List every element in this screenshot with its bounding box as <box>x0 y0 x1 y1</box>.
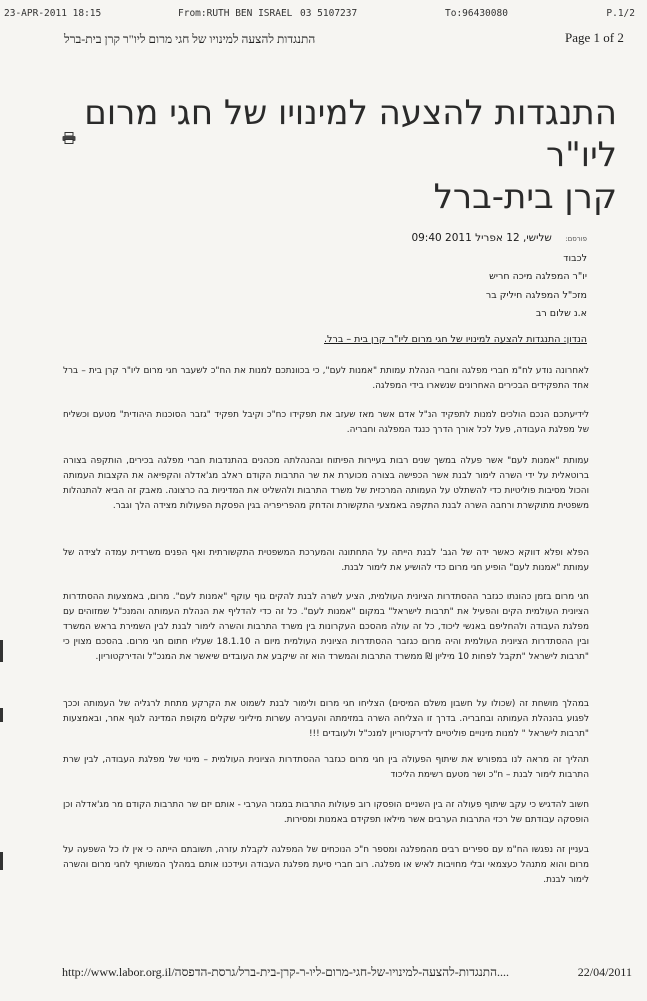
footer-date: 22/04/2011 <box>577 965 632 979</box>
recipients-block <box>287 250 587 323</box>
footer-url: http://www.labor.org.il/התנגדות-להצעה-למינויו-של-חגי-מרום-ליו-ר-קרן-בית-ברל/גרסת-הדפסה.... <box>62 965 509 979</box>
print-header-title: התנגדות להצעה למינויו של חגי מרום ליו"ר קרן בית-ברל <box>64 32 316 46</box>
body-paragraph: עמותת "אמנות לעם" אשר פעלה במשך שנים רבות בעיירות הפיתוח ובהנהלתה מכהנים בהתנדבות חברי מפלגה בכירים, הותקפה בצורה ברוטאלית על ידי השרה לימור לבנת אשר הכפישה בצורה מכוערת את שר התרבות הקודם ראלב מג'אדלה והקפיאה את הקצבות העמותה והכול מסיבות פוליטיות כדי להשתלט על העמותה המרכזית של משרד התרבות ולהשליט את המדיניות בה כרצונה. מאבק זה הביא להתנהלות משפטית מתוקשרת ורחבה השרה לבנת התקפה באמצעי התקשורת והדחק מהפריפריה בגין הפסקת הפעולות מצידה הלך וגבר. <box>63 456 589 511</box>
recipient-line: לכבוד <box>563 253 587 264</box>
recipient-line: יו"ר המפלגה מיכה חריש <box>489 271 587 283</box>
fax-date-time: 23-APR-2011 18:15 <box>4 8 102 19</box>
body-paragraph: הפלא ופלא דווקא כאשר ידה של הגב' לבנת הייתה על התחתונה והמערכת המשפטית התקשורתית ואף הפנים משרדית עמדה לצידה של עמותת "אמנות לעם" הופיע חגי מרום כדי להושיע את לימור לבנת. <box>63 548 589 573</box>
fax-page-number: P.1/2 <box>606 8 635 19</box>
fax-phone: 03 5107237 <box>300 8 358 19</box>
published-date: שלישי, 12 אפריל 2011 09:40 <box>411 232 552 244</box>
fax-from: From:RUTH BEN ISRAEL <box>178 8 293 19</box>
scan-edge-mark <box>0 708 3 722</box>
recipient-line: א.נ שלום רב <box>535 307 587 319</box>
printer-icon[interactable] <box>62 132 76 144</box>
body-paragraph: חשוב להדגיש כי עקב שיתוף פעולה זה בין השניים הופסקו רוב פעולות התרבות במגזר הערבי - אותם יזם שר התרבות הקודם מר מג'אדלה וכן הופסקה עבודתם של רכזי התרבות הערבים אשר מילאו תפקידם באמנות ומסירות. <box>63 800 589 825</box>
body-paragraph: לאחרונה נודע לח"מ חברי מפלגה וחברי הנהלת עמותת "אמנות לעם", כי בכוונתכם למנות את הח"כ לשעבר חגי מרום ליו"ר קרן בית – ברל אחד התפקידים הבכירים האחרונים שנשארו בידי המפלגה. <box>63 366 589 391</box>
letter-subject: הנדון: התנגדות להצעה למינויו של חגי מרום ליו"ר קרן בית – ברל. <box>324 334 587 345</box>
body-paragraph: לידיעתכם הנכם הולכים למנות לתפקיד הנ"ל אדם אשר מאז שעזב את תפקידו כח"כ וקיבל תפקיד "גזבר הסוכנות היהודית" מטעם וכשליח של מפלגת העבודה, פעל לכל אורך הדרך כנגד המפלגה וחבריה. <box>63 410 589 435</box>
headline-line-1: התנגדות להצעה למינויו של חגי מרום ליו"ר <box>84 93 617 175</box>
body-paragraph: בעניין זה נפגשו הח"מ עם ספירים רבים מהמפלגה ומספר ח"כ הנוכחים של המפלגה לקבלת עזרה, תשובתם הייתה כי אין לו כל השפעה על מרום והוא מתנהל כעצמאי ובלי מחויבות לאיש או מפלגה. רוב חברי סיעת מפלגת העבודה ועידכנו אותם במהלך המשותף לחגי מרום והשרה לימור לבנת. <box>63 845 589 885</box>
article-dateline <box>287 232 587 244</box>
recipient-line: מזכ"ל המפלגה חיליק בר <box>485 289 587 301</box>
fax-header <box>4 8 639 22</box>
body-paragraph: במהלך מושחת זה (שכולו על חשבון משלם המיסים) הצליחו חגי מרום ולימור לבנת לשמוט את הקרקע מתחת לרגליה של העמותה וככך לפגוע בהנהלת העמותה ובחבריה. בדרך זו הצליחה השרה במזימתה והעבירה עשרות מיליוני שקלים מקופת המדינה לגוף אחר, ובאמצעות "תרבות לישראל " למנות מינויים פוליטיים לדירקטוריון למנכ"ל ולעובדים !!! <box>63 699 589 739</box>
scan-edge-mark <box>0 852 3 870</box>
published-label: פורסם: <box>565 235 587 243</box>
headline-line-2: קרן בית-ברל <box>433 177 617 217</box>
article-headline <box>77 92 617 218</box>
scan-edge-mark <box>0 640 3 662</box>
print-page-label: Page 1 of 2 <box>565 30 624 45</box>
body-paragraph: חגי מרום בזמן כהונתו כגזבר ההסתדרות הציונית העולמית, הציע לשרה לבנת להקים גוף עוקף "אמנות לעם". מרום, באמצעות ההסתדרות הציונית העולמית הקים והפעיל את "תרבות לישראל" במקום "אמנות לעם". כל זה כדי להדליף את הנהלת העמותה והמנכ"ל שמזוהים עם מפלגת העבודה ולהחליפם באנשי ליכוד, כל זה עולה מהסכם העקרונות בין משרד התרבות והשרה לימור לבנת לבין השמירת בראש המשרד ובין ההסתדרות הציונית העולמית והיה מרום כגזבר ההסתדרות הציונית העולמית מיום ה 18.1.10 שעליו חתום חגי מרום. בהסכם מצוין כי "תרבות לישראל "תקבל לפחות 10 מיליון ₪ ממשרד התרבות והמשרד הוא זה שיקבע את העובדים שיאשר את המנכ"ל והדירקטוריון. <box>63 592 589 662</box>
print-header <box>30 30 635 48</box>
fax-to: To:96430080 <box>445 8 508 19</box>
print-footer <box>62 965 632 981</box>
body-paragraph: תהליך זה מראה לנו במפורש את שיתוף הפעולה בין חגי מרום כגזבר ההסתדרות הציונית העולמית – מינוי של מפלגת העבודה, לבין שרת התרבות לימור לבנת – ח"כ ושר מטעם רשימת הליכוד <box>63 755 589 780</box>
